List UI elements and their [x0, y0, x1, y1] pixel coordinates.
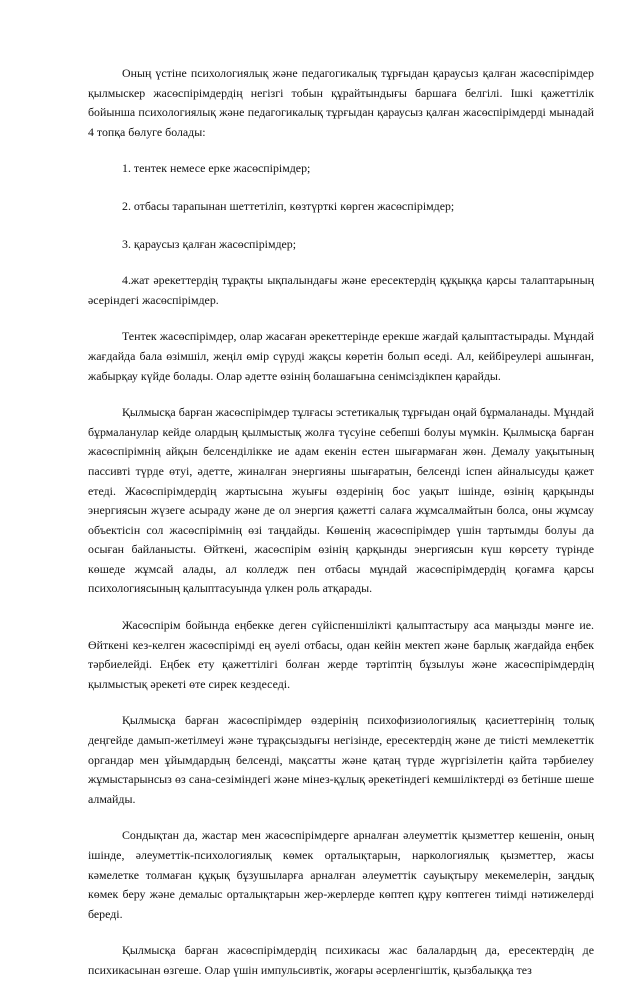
paragraph-intro: Оның үстіне психологиялық және педагогикалық тұрғыдан қараусыз қалған жасөспірімдер қылмыскер жасөспірімдердің негізгі тобын құрайтындығы баршаға белгілі. Ішкі қажеттілік бойынша психологиялық және педагогикалық тұрғыдан қараусыз қалған жасөспірімдерді мынадай 4 топқа бөлуге болады: — [88, 66, 594, 139]
document-body — [88, 64, 594, 998]
paragraph-psyche: Қылмысқа барған жасөспірімдердің психикасы жас балалардың да, ересектердің де психикасынан өзгеше. Олар үшін импульсивтік, жоғары әсерленгіштік, қызбалыққа тез — [88, 943, 594, 977]
list-item-1: 1. тентек немесе ерке жасөспірімдер; — [122, 161, 311, 176]
paragraph-mischievous-teens: Тентек жасөспірімдер, олар жасаған әрекеттерінде ерекше жағдай қалыптастырады. Мұндай жағдайда бала өзімшіл, жеңіл өмір сүруді жақсы көретін болып өседі. Ал, кейбіреулері ашынған, жабырқау күйде болады. Олар әдетте өзінің болашағына сенімсіздікпен қарайды. — [88, 329, 594, 383]
list-item-2: 2. отбасы тарапынан шеттетіліп, көзтүрткі көрген жасөспірімдер; — [122, 198, 455, 213]
paragraph-personality-distortion: Қылмысқа барған жасөспірімдер тұлғасы эстетикалық тұрғыдан оңай бұрмаланады. Мұндай бұрмаланулар кейде олардың қылмыстық жолға түсуіне себепші болуы мүмкін. Қылмысқа барған жасөспірімнің айқын белсенділікке ие адам екенін естен шығармаған жөн. Демалу уақытының пассивті түрде өтуі, әдетте, жиналған энергияны шығаратын, белсенді іспен айналысуды қажет етеді. Жасөспірімдердің жартысына жуығы өздерінің бос уақыт ішінде, өзінің қарқынды энергиясын жүзеге асыраду және де ол энергия қажетті салаға жұмсалмайтын болса, оны жұмсау объектісін сол жасөспірімнің өзі таңдайды. Көшенің жасөспірімдер үшін тартымды болуы да осыған байланысты. Өйткені, жасөспірім өзінің қарқынды энергиясын күш көрсету түрінде көшеде жұмсай алады, ал колледж пен отбасы мұндай жасөспірімдердің қоғамға қарсы психологиясының қалыптасуында үлкен роль атқарады. — [88, 405, 594, 596]
list-item-3: 3. қараусыз қалған жасөспірімдер; — [122, 236, 297, 251]
paragraph-labor-education: Жасөспірім бойында еңбекке деген сүйіспеншілікті қалыптастыру аса маңызды мәнге ие. Өйткені кез-келген жасөспірімді ең әуелі отбасы, одан кейін мектеп және барлық жағдайда еңбек тәрбиелейді. Еңбек ету қажеттілігі болған жерде тәртіптің бұзылуы және жасөспірімдердің қылмыстық әрекеті өте сирек кездеседі. — [88, 618, 594, 691]
paragraph-social-services: Сондықтан да, жастар мен жасөспірімдерге арналған әлеуметтік қызметтер кешенін, оның ішінде, әлеуметтік-психологиялық көмек орталықтарын, наркологиялық қызметтер, жасы кәмелетке толмаған құқық бұзушыларға арналған әлеуметтік сауықтыру мекемелерін, заңдық көмек беру және демалыс орталықтарын жер-жерлерде көптеп құру көптеген тиімді нәтижелерді береді. — [88, 828, 594, 921]
list-item-4-paragraph: 4.жат әрекеттердің тұрақты ықпалындағы және ересектердің құқыққа қарсы талаптарының әсеріндегі жасөспірімдер. — [88, 273, 594, 307]
paragraph-psychophysiological: Қылмысқа барған жасөспірімдер өздерінің психофизиологиялық қасиеттерінің толық деңгейде дамып-жетілмеуі және тұрақсыздығы негізінде, ересектердің және де тиісті мемлекеттік органдар мен ұйымдардың белсенді, мақсатты және қатаң түрде жүргізілетін қайта тәрбиелеу жұмыстарынсыз өз сана-сезіміндегі және мінез-құлық әрекетіндегі кемшіліктерді өз бетінше шеше алмайды. — [88, 713, 594, 806]
